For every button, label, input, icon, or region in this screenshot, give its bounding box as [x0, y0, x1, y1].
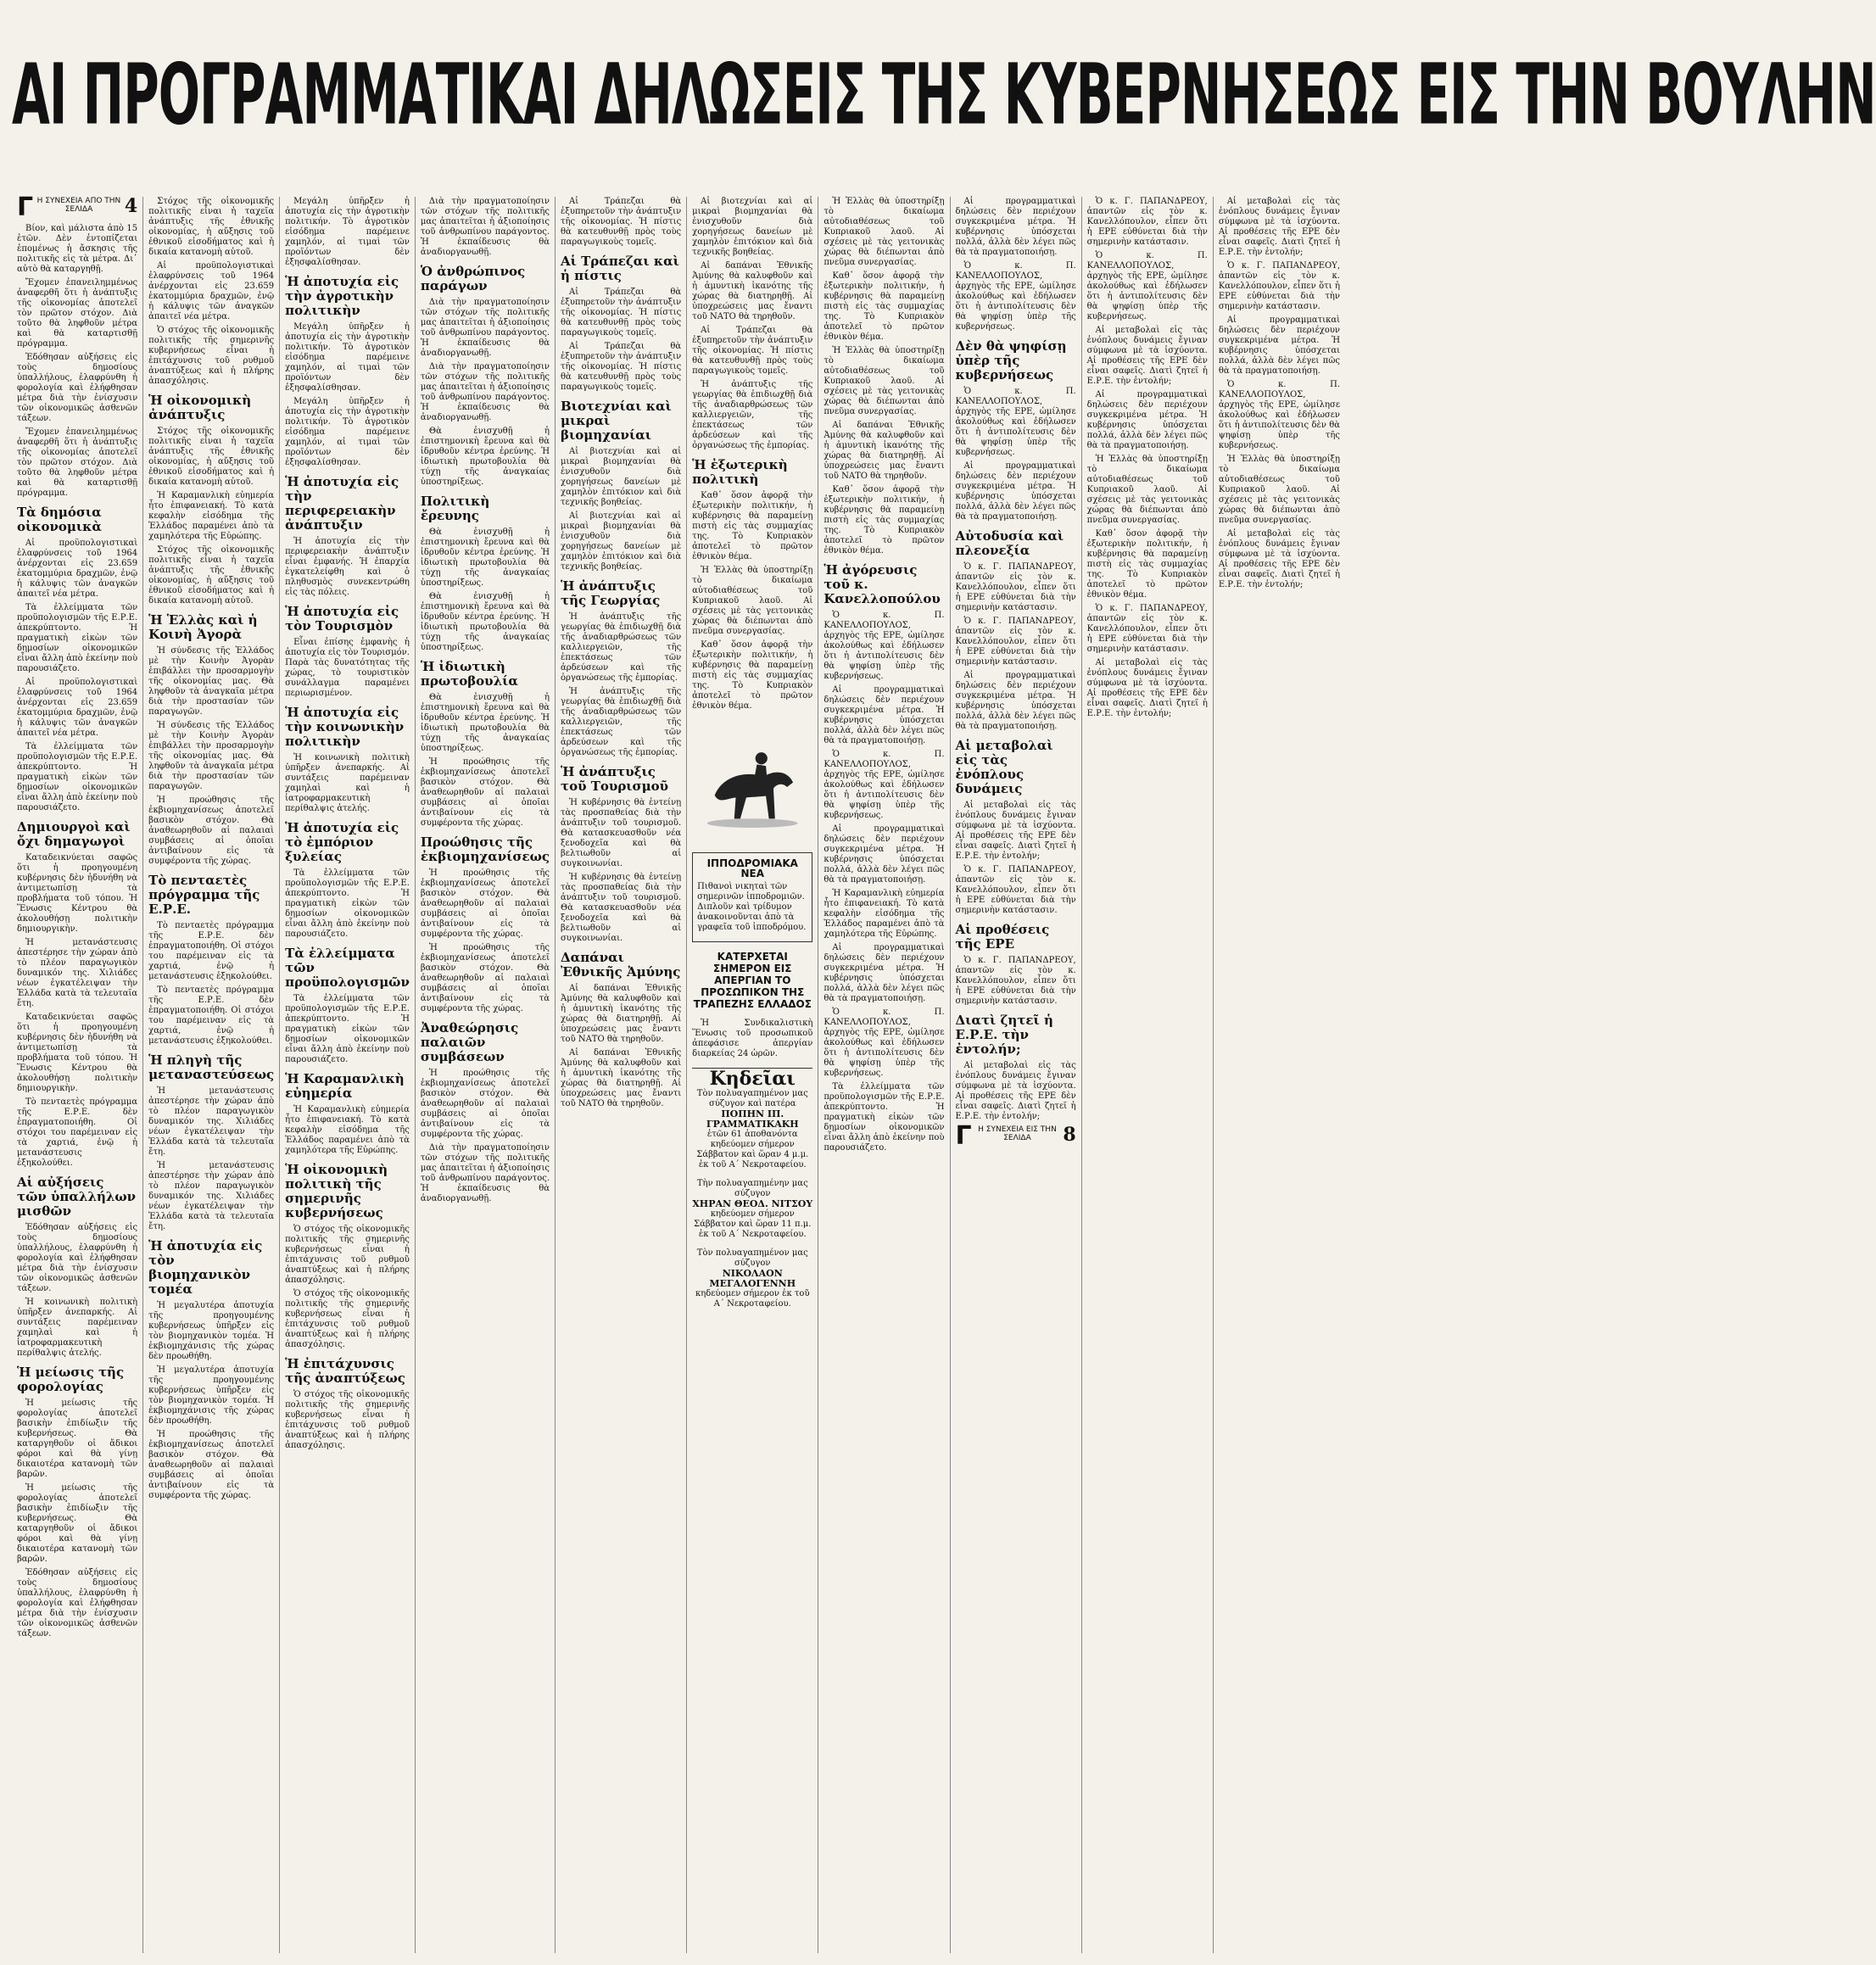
paragraph: Αἱ μεταβολαὶ εἰς τὰς ἐνόπλους δυνάμεις ἔγιναν σύμφωνα μὲ τὰ ἰσχύοντα. Αἱ προθέσεις τῆς ΕΡΕ δὲν εἶναι σαφεῖς. Διατὶ ζητεῖ ἡ Ε.Ρ.Ε. τὴν ἐντολήν; — [1218, 529, 1340, 589]
paragraph: Βίον, καὶ μάλιστα ἀπὸ 15 ἐτῶν. Δὲν ἐντοπίζεται ἐπομένως ἡ ἄσκησις τῆς πολιτικῆς εἰς τὰ μέτρα. Δι᾽ αὐτὸ θὰ καταργηθῇ. — [17, 224, 138, 274]
subheading: Προώθησις τῆς ἐκβιομηχανίσεως — [420, 835, 550, 864]
subheading: Ἡ ἀγόρευσις τοῦ κ. Κανελλοπούλου — [824, 562, 941, 606]
paragraph: Ἡ κυβέρνησις θὰ ἐντείνῃ τὰς προσπαθείας διὰ τὴν ἀνάπτυξιν τοῦ τουρισμοῦ. Θὰ κατασκευασθοῦν νέα ξενοδοχεῖα καὶ θὰ βελτιωθοῦν αἱ συγκοινωνίαι. — [561, 873, 682, 943]
paragraph: Ὁ κ. Γ. ΠΑΠΑΝΔΡΕΟΥ, ἀπαντῶν εἰς τὸν κ. Κανελλόπουλον, εἶπεν ὅτι ἡ ΕΡΕ εὐθύνεται διὰ τὴν σημερινὴν κατάστασιν. — [1086, 604, 1208, 654]
funeral-name: ΠΟΠΗΝ ΙΠ. ΓΡΑΜΜΑΤΙΚΑΚΗ — [706, 1108, 799, 1130]
bank-strike-banner: ΚΑΤΕΡΧΕΤΑΙ ΣΗΜΕΡΟΝ ΕΙΣ ΑΠΕΡΓΙΑΝ ΤΟ ΠΡΟΣΩΠΙΚΟΝ ΤΗΣ ΤΡΑΠΕΖΗΣ ΕΛΛΑΔΟΣ — [693, 951, 812, 1010]
paragraph: Ἡ προώθησις τῆς ἐκβιομηχανίσεως ἀποτελεῖ βασικὸν στόχον. Θὰ ἀναθεωρηθοῦν αἱ παλαιαὶ συμβάσεις αἱ ὁποῖαι ἀντιβαίνουν εἰς τὰ συμφέροντα τῆς χώρας. — [420, 757, 550, 828]
paragraph: Στόχος τῆς οἰκονομικῆς πολιτικῆς εἶναι ἡ ταχεῖα ἀνάπτυξις τῆς ἐθνικῆς οἰκονομίας, ἡ αὔξησις τοῦ ἐθνικοῦ εἰσοδήματος καὶ ἡ δικαία κατανομὴ αὐτοῦ. — [148, 545, 275, 606]
paragraph: Ὁ στόχος τῆς οἰκονομικῆς πολιτικῆς τῆς σημερινῆς κυβερνήσεως εἶναι ἡ ἐπιτάχυνσις τοῦ ρυθμοῦ ἀναπτύξεως καὶ ἡ πλήρης ἀπασχόλησις. — [148, 326, 275, 386]
paragraph: Αἱ δαπάναι Ἐθνικῆς Ἀμύνης θὰ καλυφθοῦν καὶ ἡ ἀμυντικὴ ἱκανότης τῆς χώρας θὰ διατηρηθῇ. Αἱ ὑποχρεώσεις μας ἔναντι τοῦ ΝΑΤΟ θὰ τηρηθοῦν. — [692, 261, 813, 321]
paragraph: Καθ᾽ ὅσον ἀφορᾷ τὴν ἐξωτερικὴν πολιτικήν, ἡ κυβέρνησις θὰ παραμείνῃ πιστὴ εἰς τὰς συμμαχίας της. Τὸ Κυπριακὸν ἀποτελεῖ τὸ πρῶτον ἐθνικὸν θέμα. — [824, 485, 945, 555]
paragraph: Αἱ βιοτεχνίαι καὶ αἱ μικραὶ βιομηχανίαι θὰ ἐνισχυθοῦν διὰ χορηγήσεως δανείων μὲ χαμηλὸν ἐπιτόκιον καὶ διὰ τεχνικῆς βοηθείας. — [561, 511, 682, 572]
subheading: Αὐτοδυσία καὶ πλεονεξία — [955, 528, 1064, 558]
paragraph: Καθ᾽ ὅσον ἀφορᾷ τὴν ἐξωτερικὴν πολιτικήν, ἡ κυβέρνησις θὰ παραμείνῃ πιστὴ εἰς τὰς συμμαχίας της. Τὸ Κυπριακὸν ἀποτελεῖ τὸ πρῶτον ἐθνικὸν θέμα. — [692, 491, 813, 561]
funeral-intro: Τὸν πολυαγαπημένον μας σύζυγον — [696, 1248, 808, 1268]
subheading: Ἡ Ἑλλὰς καὶ ἡ Κοινὴ Ἀγορὰ — [148, 612, 258, 642]
paragraph: Μεγάλη ὑπῆρξεν ἡ ἀποτυχία εἰς τὴν ἀγροτικὴν πολιτικήν. Τὸ ἀγροτικὸν εἰσόδημα παρέμεινε χαμηλόν, αἱ τιμαὶ τῶν προϊόντων δὲν ἐξησφαλίσθησαν. — [285, 322, 410, 393]
paragraph: Θὰ ἐνισχυθῇ ἡ ἐπιστημονικὴ ἔρευνα καὶ θὰ ἱδρυθοῦν κέντρα ἐρεύνης. Ἡ ἰδιωτικὴ πρωτοβουλία θὰ τύχῃ τῆς ἀναγκαίας ὑποστηρίξεως. — [420, 528, 550, 588]
funeral-text: κηδεύομεν σήμερον Σάββατον καὶ ὥραν 11 π.μ. ἐκ τοῦ Α΄ Νεκροταφείου. — [694, 1209, 812, 1239]
paragraph: Ἡ ἀνάπτυξις τῆς γεωργίας θὰ ἐπιδιωχθῇ διὰ τῆς ἀναδιαρθρώσεως τῶν καλλιεργειῶν, τῆς ἐπεκτάσεως τῶν ἀρδεύσεων καὶ τῆς ὀργανώσεως τῆς ἐμπορίας. — [561, 612, 682, 683]
column-9 — [1082, 197, 1214, 1953]
paragraph: Τὰ ἐλλείμματα τῶν προϋπολογισμῶν τῆς Ε.Ρ.Ε. ἀπεκρύπτοντο. Ἡ πραγματικὴ εἰκὼν τῶν δημοσίων οἰκονομικῶν εἶναι ἄλλη ἀπὸ ἐκείνην ποὺ παρουσιάζετο. — [17, 603, 138, 673]
paragraph: Ἡ προώθησις τῆς ἐκβιομηχανίσεως ἀποτελεῖ βασικὸν στόχον. Θὰ ἀναθεωρηθοῦν αἱ παλαιαὶ συμβάσεις αἱ ὁποῖαι ἀντιβαίνουν εἰς τὰ συμφέροντα τῆς χώρας. — [420, 868, 550, 939]
paragraph: Αἱ μεταβολαὶ εἰς τὰς ἐνόπλους δυνάμεις ἔγιναν σύμφωνα μὲ τὰ ἰσχύοντα. Αἱ προθέσεις τῆς ΕΡΕ δὲν εἶναι σαφεῖς. Διατὶ ζητεῖ ἡ Ε.Ρ.Ε. τὴν ἐντολήν; — [1086, 658, 1208, 718]
paragraph: Ἡ μείωσις τῆς φορολογίας ἀποτελεῖ βασικὴν ἐπιδίωξιν τῆς κυβερνήσεως. Θὰ καταργηθοῦν οἱ ἄδικοι φόροι καὶ θὰ γίνῃ δικαιοτέρα κατανομὴ τῶν βαρῶν. — [17, 1483, 138, 1564]
paragraph: Ὁ κ. Π. ΚΑΝΕΛΛΟΠΟΥΛΟΣ, ἀρχηγὸς τῆς ΕΡΕ, ὡμίλησε ἀκολούθως καὶ ἐδήλωσεν ὅτι ἡ ἀντιπολίτευσις δὲν θὰ ψηφίσῃ ὑπὲρ τῆς κυβερνήσεως. — [1218, 380, 1340, 450]
paragraph: Αἱ δαπάναι Ἐθνικῆς Ἀμύνης θὰ καλυφθοῦν καὶ ἡ ἀμυντικὴ ἱκανότης τῆς χώρας θὰ διατηρηθῇ. Αἱ ὑποχρεώσεις μας ἔναντι τοῦ ΝΑΤΟ θὰ τηρηθοῦν. — [561, 984, 682, 1044]
paragraph: Αἱ Τράπεζαι θὰ ἐξυπηρετοῦν τὴν ἀνάπτυξιν τῆς οἰκονομίας. Ἡ πίστις θὰ κατευθυνθῇ πρὸς τοὺς παραγωγικοὺς τομεῖς. — [692, 326, 813, 376]
paragraph: Θὰ ἐνισχυθῇ ἡ ἐπιστημονικὴ ἔρευνα καὶ θὰ ἱδρυθοῦν κέντρα ἐρεύνης. Ἡ ἰδιωτικὴ πρωτοβουλία θὰ τύχῃ τῆς ἀναγκαίας ὑποστηρίξεως. — [420, 592, 550, 652]
subheading: Ἀναθεώρησις παλαιῶν συμβάσεων — [420, 1020, 519, 1064]
subheading: Τὰ δημόσια οἰκονομικὰ — [17, 505, 102, 534]
paragraph: Αἱ δαπάναι Ἐθνικῆς Ἀμύνης θὰ καλυφθοῦν καὶ ἡ ἀμυντικὴ ἱκανότης τῆς χώρας θὰ διατηρηθῇ. Αἱ ὑποχρεώσεις μας ἔναντι τοῦ ΝΑΤΟ θὰ τηρηθοῦν. — [561, 1048, 682, 1108]
hippodrome-box — [692, 852, 812, 942]
subheading: Αἱ μεταβολαὶ εἰς τὰς ἐνόπλους δυνάμεις — [955, 738, 1053, 796]
paragraph: Αἱ προγραμματικαὶ δηλώσεις δὲν περιέχουν συγκεκριμένα μέτρα. Ἡ κυβέρνησις ὑπόσχεται πολλά, ἀλλὰ δὲν λέγει πῶς θὰ τὰ πραγματοποιήσῃ. — [824, 824, 945, 885]
subheading: Ἡ ἀνάπτυξις τῆς Γεωργίας — [561, 578, 661, 608]
hippodrome-title: ΙΠΠΟΔΡΟΜΙΑΚΑ ΝΕΑ — [706, 857, 798, 879]
subheading: Ἡ ἐπιτάχυνσις τῆς ἀναπτύξεως — [285, 1356, 405, 1386]
paragraph: Ἡ Καραμανλικὴ εὐημερία ἦτο ἐπιφανειακή. Τὸ κατὰ κεφαλὴν εἰσόδημα τῆς Ἑλλάδος παραμένει ἀπὸ τὰ χαμηλότερα τῆς Εὐρώπης. — [824, 889, 945, 939]
funeral-text: ἐτῶν 61 ἀποθανόντα κηδεύομεν σήμερον Σάββατον καὶ ὥραν 4 μ.μ. ἐκ τοῦ Α΄ Νεκροταφείου. — [696, 1130, 809, 1170]
paragraph: Ὁ κ. Γ. ΠΑΠΑΝΔΡΕΟΥ, ἀπαντῶν εἰς τὸν κ. Κανελλόπουλον, εἶπεν ὅτι ἡ ΕΡΕ εὐθύνεται διὰ τὴν σημερινὴν κατάστασιν. — [955, 617, 1076, 667]
paragraph: Τὰ ἐλλείμματα τῶν προϋπολογισμῶν τῆς Ε.Ρ.Ε. ἀπεκρύπτοντο. Ἡ πραγματικὴ εἰκὼν τῶν δημοσίων οἰκονομικῶν εἶναι ἄλλη ἀπὸ ἐκείνην ποὺ παρουσιάζετο. — [17, 742, 138, 812]
paragraph: Αἱ προγραμματικαὶ δηλώσεις δὲν περιέχουν συγκεκριμένα μέτρα. Ἡ κυβέρνησις ὑπόσχεται πολλά, ἀλλὰ δὲν λέγει πῶς θὰ τὰ πραγματοποιήσῃ. — [955, 461, 1076, 522]
subheading: Ἡ ἀποτυχία εἰς τὸν βιομηχανικὸν τομέα — [148, 1238, 263, 1297]
paragraph: Αἱ μεταβολαὶ εἰς τὰς ἐνόπλους δυνάμεις ἔγιναν σύμφωνα μὲ τὰ ἰσχύοντα. Αἱ προθέσεις τῆς ΕΡΕ δὲν εἶναι σαφεῖς. Διατὶ ζητεῖ ἡ Ε.Ρ.Ε. τὴν ἐντολήν; — [955, 801, 1076, 861]
paragraph: Εἶναι ἐπίσης ἐμφανὴς ἡ ἀποτυχία εἰς τὸν Τουρισμόν. Παρὰ τὰς δυνατότητας τῆς χώρας, τὸ τουριστικὸν συνάλλαγμα παραμένει περιωρισμένον. — [285, 638, 410, 698]
paragraph: Ἡ προώθησις τῆς ἐκβιομηχανίσεως ἀποτελεῖ βασικὸν στόχον. Θὰ ἀναθεωρηθοῦν αἱ παλαιαὶ συμβάσεις αἱ ὁποῖαι ἀντιβαίνουν εἰς τὰ συμφέροντα τῆς χώρας. — [420, 1069, 550, 1139]
paragraph: Αἱ προγραμματικαὶ δηλώσεις δὲν περιέχουν συγκεκριμένα μέτρα. Ἡ κυβέρνησις ὑπόσχεται πολλά, ἀλλὰ δὲν λέγει πῶς θὰ τὰ πραγματοποιήσῃ. — [955, 671, 1076, 731]
column-10 — [1214, 197, 1345, 1953]
paragraph: Ἡ Καραμανλικὴ εὐημερία ἦτο ἐπιφανειακή. Τὸ κατὰ κεφαλὴν εἰσόδημα τῆς Ἑλλάδος παραμένει ἀπὸ τὰ χαμηλότερα τῆς Εὐρώπης. — [148, 491, 275, 541]
paragraph: Ἡ προώθησις τῆς ἐκβιομηχανίσεως ἀποτελεῖ βασικὸν στόχον. Θὰ ἀναθεωρηθοῦν αἱ παλαιαὶ συμβάσεις αἱ ὁποῖαι ἀντιβαίνουν εἰς τὰ συμφέροντα τῆς χώρας. — [420, 943, 550, 1013]
subheading: Τὸ πενταετὲς πρόγραμμα τῆς Ε.Ρ.Ε. — [148, 873, 260, 917]
paragraph: Ἡ μεγαλυτέρα ἀποτυχία τῆς προηγουμένης κυβερνήσεως ὑπῆρξεν εἰς τὸν βιομηχανικὸν τομέα. Ἡ ἐκβιομηχάνισις τῆς χώρας δὲν προωθήθη. — [148, 1301, 275, 1361]
paragraph: Στόχος τῆς οἰκονομικῆς πολιτικῆς εἶναι ἡ ταχεῖα ἀνάπτυξις τῆς ἐθνικῆς οἰκονομίας, ἡ αὔξησις τοῦ ἐθνικοῦ εἰσοδήματος καὶ ἡ δικαία κατανομὴ αὐτοῦ. — [148, 427, 275, 487]
continued-to — [955, 1121, 1076, 1151]
paragraph: Τὸ πενταετὲς πρόγραμμα τῆς Ε.Ρ.Ε. δὲν ἐπραγματοποιήθη. Οἱ στόχοι του παρέμειναν εἰς τὰ χαρτιά, ἐνῷ ἡ μετανάστευσις ἐξηκολούθει. — [148, 921, 275, 981]
column-8 — [951, 197, 1082, 1953]
continued-from — [17, 193, 138, 222]
subheading: Ὁ ἀνθρώπινος παράγων — [420, 264, 526, 293]
paragraph: Ὁ κ. Γ. ΠΑΠΑΝΔΡΕΟΥ, ἀπαντῶν εἰς τὸν κ. Κανελλόπουλον, εἶπεν ὅτι ἡ ΕΡΕ εὐθύνεται διὰ τὴν σημερινὴν κατάστασιν. — [955, 956, 1076, 1006]
continued-letter: Γ — [17, 193, 34, 222]
paragraph: Αἱ μεταβολαὶ εἰς τὰς ἐνόπλους δυνάμεις ἔγιναν σύμφωνα μὲ τὰ ἰσχύοντα. Αἱ προθέσεις τῆς ΕΡΕ δὲν εἶναι σαφεῖς. Διατὶ ζητεῖ ἡ Ε.Ρ.Ε. τὴν ἐντολήν; — [955, 1061, 1076, 1121]
subheading: Ἡ Καραμανλικὴ εὐημερία — [285, 1071, 405, 1101]
paragraph: Ἡ σύνδεσις τῆς Ἑλλάδος μὲ τὴν Κοινὴν Ἀγορὰν ἐπιβάλλει τὴν προσαρμογὴν τῆς οἰκονομίας μας. Θὰ ληφθοῦν τὰ ἀναγκαῖα μέτρα διὰ τὴν προστασίαν τῶν παραγωγῶν. — [148, 721, 275, 791]
subheading: Ἡ ἀποτυχία εἰς τὸ ἐμπόριον ξυλείας — [285, 820, 399, 864]
paragraph: Ὁ κ. Π. ΚΑΝΕΛΛΟΠΟΥΛΟΣ, ἀρχηγὸς τῆς ΕΡΕ, ὡμίλησε ἀκολούθως καὶ ἐδήλωσεν ὅτι ἡ ἀντιπολίτευσις δὲν θὰ ψηφίσῃ ὑπὲρ τῆς κυβερνήσεως. — [955, 261, 1076, 332]
subheading: Ἡ οἰκονομικὴ πολιτικὴ τῆς σημερινῆς κυβερνήσεως — [285, 1162, 388, 1220]
headline: ΑΙ ΠΡΟΓΡΑΜΜΑΤΙΚΑΙ ΔΗΛΩΣΕΙΣ ΤΗΣ ΚΥΒΕΡΝΗΣΕΩΣ ΕΙΣ ΤΗΝ ΒΟΥΛΗΝ — [12, 45, 1876, 144]
paragraph: Ἡ Ἑλλὰς θὰ ὑποστηρίξῃ τὸ δικαίωμα αὐτοδιαθέσεως τοῦ Κυπριακοῦ λαοῦ. Αἱ σχέσεις μὲ τὰς γειτονικὰς χώρας θὰ διέπωνται ἀπὸ πνεῦμα συνεργασίας. — [692, 566, 813, 636]
continued-label: Η ΣΥΝΕΧΕΙΑ ΕΙΣ ΤΗΝ ΣΕΛΙΔΑ — [978, 1125, 1057, 1142]
paragraph: Ἡ ἀνάπτυξις τῆς γεωργίας θὰ ἐπιδιωχθῇ διὰ τῆς ἀναδιαρθρώσεως τῶν καλλιεργειῶν, τῆς ἐπεκτάσεως τῶν ἀρδεύσεων καὶ τῆς ὀργανώσεως τῆς ἐμπορίας. — [692, 380, 813, 450]
column-6 — [687, 197, 818, 1953]
paragraph: Ἐδόθησαν αὐξήσεις εἰς τοὺς δημοσίους ὑπαλλήλους, ἐλαφρύνθη ἡ φορολογία καὶ ἐλήφθησαν μέτρα διὰ τὴν ἐνίσχυσιν τῶν οἰκονομικῶς ἀσθενῶν τάξεων. — [17, 1223, 138, 1293]
funeral-text: κηδεύομεν σήμερον ἐκ τοῦ Α΄ Νεκροταφείου. — [695, 1289, 810, 1309]
paragraph: Ἡ ἀνάπτυξις τῆς γεωργίας θὰ ἐπιδιωχθῇ διὰ τῆς ἀναδιαρθρώσεως τῶν καλλιεργειῶν, τῆς ἐπεκτάσεως τῶν ἀρδεύσεων καὶ τῆς ὀργανώσεως τῆς ἐμπορίας. — [561, 687, 682, 757]
paragraph: Ἡ μείωσις τῆς φορολογίας ἀποτελεῖ βασικὴν ἐπιδίωξιν τῆς κυβερνήσεως. Θὰ καταργηθοῦν οἱ ἄδικοι φόροι καὶ θὰ γίνῃ δικαιοτέρα κατανομὴ τῶν βαρῶν. — [17, 1398, 138, 1479]
paragraph: Καθ᾽ ὅσον ἀφορᾷ τὴν ἐξωτερικὴν πολιτικήν, ἡ κυβέρνησις θὰ παραμείνῃ πιστὴ εἰς τὰς συμμαχίας της. Τὸ Κυπριακὸν ἀποτελεῖ τὸ πρῶτον ἐθνικὸν θέμα. — [824, 271, 945, 342]
paragraph: Ἡ μετανάστευσις ἀπεστέρησε τὴν χώραν ἀπὸ τὸ πλέον παραγωγικὸν δυναμικόν της. Χιλιάδες νέων ἐγκατέλειψαν τὴν Ἑλλάδα κατὰ τὰ τελευταῖα ἔτη. — [148, 1086, 275, 1157]
column-3 — [280, 197, 416, 1953]
subheading: Ἡ ἀποτυχία εἰς τὸν Τουρισμὸν — [285, 604, 399, 634]
subheading: Διατὶ ζητεῖ ἡ Ε.Ρ.Ε. τὴν ἐντολήν; — [955, 1013, 1053, 1057]
subheading: Ἡ ἐξωτερικὴ πολιτικὴ — [692, 457, 788, 487]
paragraph: Ἡ κοινωνικὴ πολιτικὴ ὑπῆρξεν ἀνεπαρκής. Αἱ συντάξεις παρέμειναν χαμηλαὶ καὶ ἡ ἰατροφαρμακευτικὴ περίθαλψις ἀτελής. — [17, 1298, 138, 1358]
paragraph: Ἡ μετανάστευσις ἀπεστέρησε τὴν χώραν ἀπὸ τὸ πλέον παραγωγικὸν δυναμικόν της. Χιλιάδες νέων ἐγκατέλειψαν τὴν Ἑλλάδα κατὰ τὰ τελευταῖα ἔτη. — [17, 938, 138, 1008]
paragraph: Αἱ προϋπολογιστικαὶ ἐλαφρύνσεις τοῦ 1964 ἀνέρχονται εἰς 23.659 ἑκατομμύρια δραχμῶν, ἐνῷ ἡ κάλυψις τῶν ἀναγκῶν ἀπαιτεῖ νέα μέτρα. — [148, 261, 275, 321]
subheading: Ἡ ἀνάπτυξις τοῦ Τουρισμοῦ — [561, 764, 669, 794]
funeral-intro: Τὸν πολυαγαπημένον μας σύζυγον καὶ πατέρα — [696, 1089, 808, 1108]
paragraph: Αἱ προγραμματικαὶ δηλώσεις δὲν περιέχουν συγκεκριμένα μέτρα. Ἡ κυβέρνησις ὑπόσχεται πολλά, ἀλλὰ δὲν λέγει πῶς θὰ τὰ πραγματοποιήσῃ. — [955, 197, 1076, 257]
paragraph: Τὰ ἐλλείμματα τῶν προϋπολογισμῶν τῆς Ε.Ρ.Ε. ἀπεκρύπτοντο. Ἡ πραγματικὴ εἰκὼν τῶν δημοσίων οἰκονομικῶν εἶναι ἄλλη ἀπὸ ἐκείνην ποὺ παρουσιάζετο. — [285, 868, 410, 939]
paragraph: Ὁ στόχος τῆς οἰκονομικῆς πολιτικῆς τῆς σημερινῆς κυβερνήσεως εἶναι ἡ ἐπιτάχυνσις τοῦ ρυθμοῦ ἀναπτύξεως καὶ ἡ πλήρης ἀπασχόλησις. — [285, 1289, 410, 1349]
subheading: Αἱ Τράπεζαι καὶ ἡ πίστις — [561, 254, 679, 283]
funeral-intro: Τὴν πολυαγαπημένην μας σύζυγον — [696, 1179, 808, 1198]
paragraph: Αἱ προγραμματικαὶ δηλώσεις δὲν περιέχουν συγκεκριμένα μέτρα. Ἡ κυβέρνησις ὑπόσχεται πολλά, ἀλλὰ δὲν λέγει πῶς θὰ τὰ πραγματοποιήσῃ. — [1086, 390, 1208, 450]
paragraph: Ἡ σύνδεσις τῆς Ἑλλάδος μὲ τὴν Κοινὴν Ἀγορὰν ἐπιβάλλει τὴν προσαρμογὴν τῆς οἰκονομίας μας. Θὰ ληφθοῦν τὰ ἀναγκαῖα μέτρα διὰ τὴν προστασίαν τῶν παραγωγῶν. — [148, 646, 275, 717]
paragraph: Ἡ Ἑλλὰς θὰ ὑποστηρίξῃ τὸ δικαίωμα αὐτοδιαθέσεως τοῦ Κυπριακοῦ λαοῦ. Αἱ σχέσεις μὲ τὰς γειτονικὰς χώρας θὰ διέπωνται ἀπὸ πνεῦμα συνεργασίας. — [824, 346, 945, 416]
paragraph: Αἱ Τράπεζαι θὰ ἐξυπηρετοῦν τὴν ἀνάπτυξιν τῆς οἰκονομίας. Ἡ πίστις θὰ κατευθυνθῇ πρὸς τοὺς παραγωγικοὺς τομεῖς. — [561, 197, 682, 247]
paragraph: Αἱ βιοτεχνίαι καὶ αἱ μικραὶ βιομηχανίαι θὰ ἐνισχυθοῦν διὰ χορηγήσεως δανείων μὲ χαμηλὸν ἐπιτόκιον καὶ διὰ τεχνικῆς βοηθείας. — [692, 197, 813, 257]
paragraph: Ἡ προώθησις τῆς ἐκβιομηχανίσεως ἀποτελεῖ βασικὸν στόχον. Θὰ ἀναθεωρηθοῦν αἱ παλαιαὶ συμβάσεις αἱ ὁποῖαι ἀντιβαίνουν εἰς τὰ συμφέροντα τῆς χώρας. — [148, 1430, 275, 1500]
paragraph: Ἐδόθησαν αὐξήσεις εἰς τοὺς δημοσίους ὑπαλλήλους, ἐλαφρύνθη ἡ φορολογία καὶ ἐλήφθησαν μέτρα διὰ τὴν ἐνίσχυσιν τῶν οἰκονομικῶς ἀσθενῶν τάξεων. — [17, 1568, 138, 1638]
paragraph: Ὁ κ. Π. ΚΑΝΕΛΛΟΠΟΥΛΟΣ, ἀρχηγὸς τῆς ΕΡΕ, ὡμίλησε ἀκολούθως καὶ ἐδήλωσεν ὅτι ἡ ἀντιπολίτευσις δὲν θὰ ψηφίσῃ ὑπὲρ τῆς κυβερνήσεως. — [824, 611, 945, 681]
paragraph: Αἱ μεταβολαὶ εἰς τὰς ἐνόπλους δυνάμεις ἔγιναν σύμφωνα μὲ τὰ ἰσχύοντα. Αἱ προθέσεις τῆς ΕΡΕ δὲν εἶναι σαφεῖς. Διατὶ ζητεῖ ἡ Ε.Ρ.Ε. τὴν ἐντολήν; — [1086, 326, 1208, 386]
subheading: Δὲν θὰ ψηφίσῃ ὑπὲρ τῆς κυβερνήσεως — [955, 338, 1067, 382]
subheading: Ἡ πληγὴ τῆς μεταναστεύσεως — [148, 1052, 275, 1082]
paragraph: Ὁ κ. Γ. ΠΑΠΑΝΔΡΕΟΥ, ἀπαντῶν εἰς τὸν κ. Κανελλόπουλον, εἶπεν ὅτι ἡ ΕΡΕ εὐθύνεται διὰ τὴν σημερινὴν κατάστασιν. — [955, 865, 1076, 915]
paragraph: Ἡ Ἑλλὰς θὰ ὑποστηρίξῃ τὸ δικαίωμα αὐτοδιαθέσεως τοῦ Κυπριακοῦ λαοῦ. Αἱ σχέσεις μὲ τὰς γειτονικὰς χώρας θὰ διέπωνται ἀπὸ πνεῦμα συνεργασίας. — [1086, 455, 1208, 525]
paragraph: Ὁ κ. Γ. ΠΑΠΑΝΔΡΕΟΥ, ἀπαντῶν εἰς τὸν κ. Κανελλόπουλον, εἶπεν ὅτι ἡ ΕΡΕ εὐθύνεται διὰ τὴν σημερινὴν κατάστασιν. — [955, 562, 1076, 612]
paragraph: Αἱ προγραμματικαὶ δηλώσεις δὲν περιέχουν συγκεκριμένα μέτρα. Ἡ κυβέρνησις ὑπόσχεται πολλά, ἀλλὰ δὲν λέγει πῶς θὰ τὰ πραγματοποιήσῃ. — [824, 943, 945, 1003]
funeral-announcement — [692, 1248, 812, 1309]
paragraph: Ἡ Καραμανλικὴ εὐημερία ἦτο ἐπιφανειακή. Τὸ κατὰ κεφαλὴν εἰσόδημα τῆς Ἑλλάδος παραμένει ἀπὸ τὰ χαμηλότερα τῆς Εὐρώπης. — [285, 1105, 410, 1155]
paragraph: Ὁ κ. Π. ΚΑΝΕΛΛΟΠΟΥΛΟΣ, ἀρχηγὸς τῆς ΕΡΕ, ὡμίλησε ἀκολούθως καὶ ἐδήλωσεν ὅτι ἡ ἀντιπολίτευσις δὲν θὰ ψηφίσῃ ὑπὲρ τῆς κυβερνήσεως. — [955, 387, 1076, 457]
paragraph: Μεγάλη ὑπῆρξεν ἡ ἀποτυχία εἰς τὴν ἀγροτικὴν πολιτικήν. Τὸ ἀγροτικὸν εἰσόδημα παρέμεινε χαμηλόν, αἱ τιμαὶ τῶν προϊόντων δὲν ἐξησφαλίσθησαν. — [285, 397, 410, 467]
paragraph: Μεγάλη ὑπῆρξεν ἡ ἀποτυχία εἰς τὴν ἀγροτικὴν πολιτικήν. Τὸ ἀγροτικὸν εἰσόδημα παρέμεινε χαμηλόν, αἱ τιμαὶ τῶν προϊόντων δὲν ἐξησφαλίσθησαν. — [285, 197, 410, 267]
subheading: Πολιτικὴ ἔρευνης — [420, 494, 490, 523]
article-columns — [12, 193, 1345, 1953]
column-1 — [12, 193, 143, 1953]
continued-page: 8 — [1063, 1124, 1076, 1146]
subheading: Ἡ ἀποτυχία εἰς τὴν κοινωνικὴν πολιτικὴν — [285, 705, 405, 749]
paragraph: Στόχος τῆς οἰκονομικῆς πολιτικῆς εἶναι ἡ ταχεῖα ἀνάπτυξις τῆς ἐθνικῆς οἰκονομίας, ἡ αὔξησις τοῦ ἐθνικοῦ εἰσοδήματος καὶ ἡ δικαία κατανομὴ αὐτοῦ. — [148, 197, 275, 257]
paragraph: Ὁ στόχος τῆς οἰκονομικῆς πολιτικῆς τῆς σημερινῆς κυβερνήσεως εἶναι ἡ ἐπιτάχυνσις τοῦ ρυθμοῦ ἀναπτύξεως καὶ ἡ πλήρης ἀπασχόλησις. — [285, 1390, 410, 1450]
column-7 — [818, 197, 950, 1953]
column-5 — [556, 197, 687, 1953]
subheading: Δαπάναι Ἐθνικῆς Ἀμύνης — [561, 950, 681, 980]
paragraph: Διὰ τὴν πραγματοποίησιν τῶν στόχων τῆς πολιτικῆς μας ἀπαιτεῖται ἡ ἀξιοποίησις τοῦ ἀνθρωπίνου παράγοντος. Ἡ ἐκπαίδευσις θὰ ἀναδιοργανωθῇ. — [420, 362, 550, 422]
subheading: Ἡ ἀποτυχία εἰς τὴν περιφερειακὴν ἀνάπτυξιν — [285, 474, 399, 533]
paragraph: Ἡ Ἑλλὰς θὰ ὑποστηρίξῃ τὸ δικαίωμα αὐτοδιαθέσεως τοῦ Κυπριακοῦ λαοῦ. Αἱ σχέσεις μὲ τὰς γειτονικὰς χώρας θὰ διέπωνται ἀπὸ πνεῦμα συνεργασίας. — [824, 197, 945, 267]
subheading: Ἡ ἀποτυχία εἰς τὴν ἀγροτικὴν πολιτικὴν — [285, 274, 399, 318]
paragraph: Ὁ κ. Π. ΚΑΝΕΛΛΟΠΟΥΛΟΣ, ἀρχηγὸς τῆς ΕΡΕ, ὡμίλησε ἀκολούθως καὶ ἐδήλωσεν ὅτι ἡ ἀντιπολίτευσις δὲν θὰ ψηφίσῃ ὑπὲρ τῆς κυβερνήσεως. — [1086, 251, 1208, 321]
paragraph: Αἱ προγραμματικαὶ δηλώσεις δὲν περιέχουν συγκεκριμένα μέτρα. Ἡ κυβέρνησις ὑπόσχεται πολλά, ἀλλὰ δὲν λέγει πῶς θὰ τὰ πραγματοποιήσῃ. — [1218, 315, 1340, 376]
funeral-announcement — [692, 1179, 812, 1240]
hippodrome-text: Πιθανοὶ νικηταὶ τῶν σημερινῶν ἱπποδρομιῶν. Διπλοῦν καὶ τρίδυμον ἀνακοινοῦνται ἀπὸ τὰ γραφεῖα τοῦ ἱπποδρόμου. — [697, 882, 807, 932]
paragraph: Αἱ μεταβολαὶ εἰς τὰς ἐνόπλους δυνάμεις ἔγιναν σύμφωνα μὲ τὰ ἰσχύοντα. Αἱ προθέσεις τῆς ΕΡΕ δὲν εἶναι σαφεῖς. Διατὶ ζητεῖ ἡ Ε.Ρ.Ε. τὴν ἐντολήν; — [1218, 197, 1340, 257]
paragraph: Διὰ τὴν πραγματοποίησιν τῶν στόχων τῆς πολιτικῆς μας ἀπαιτεῖται ἡ ἀξιοποίησις τοῦ ἀνθρωπίνου παράγοντος. Ἡ ἐκπαίδευσις θὰ ἀναδιοργανωθῇ. — [420, 1143, 550, 1203]
paragraph: Αἱ Τράπεζαι θὰ ἐξυπηρετοῦν τὴν ἀνάπτυξιν τῆς οἰκονομίας. Ἡ πίστις θὰ κατευθυνθῇ πρὸς τοὺς παραγωγικοὺς τομεῖς. — [561, 287, 682, 338]
paragraph: Ἐδόθησαν αὐξήσεις εἰς τοὺς δημοσίους ὑπαλλήλους, ἐλαφρύνθη ἡ φορολογία καὶ ἐλήφθησαν μέτρα διὰ τὴν ἐνίσχυσιν τῶν οἰκονομικῶς ἀσθενῶν τάξεων. — [17, 353, 138, 423]
paragraph: Αἱ προϋπολογιστικαὶ ἐλαφρύνσεις τοῦ 1964 ἀνέρχονται εἰς 23.659 ἑκατομμύρια δραχμῶν, ἐνῷ ἡ κάλυψις τῶν ἀναγκῶν ἀπαιτεῖ νέα μέτρα. — [17, 539, 138, 599]
paragraph: Θὰ ἐνισχυθῇ ἡ ἐπιστημονικὴ ἔρευνα καὶ θὰ ἱδρυθοῦν κέντρα ἐρεύνης. Ἡ ἰδιωτικὴ πρωτοβουλία θὰ τύχῃ τῆς ἀναγκαίας ὑποστηρίξεως. — [420, 427, 550, 487]
funeral-name: ΧΗΡΑΝ ΘΕΟΔ. ΝΙΤΣΟΥ — [692, 1198, 813, 1209]
paragraph: Ἡ προώθησις τῆς ἐκβιομηχανίσεως ἀποτελεῖ βασικὸν στόχον. Θὰ ἀναθεωρηθοῦν αἱ παλαιαὶ συμβάσεις αἱ ὁποῖαι ἀντιβαίνουν εἰς τὰ συμφέροντα τῆς χώρας. — [148, 795, 275, 866]
paragraph: Ὁ στόχος τῆς οἰκονομικῆς πολιτικῆς τῆς σημερινῆς κυβερνήσεως εἶναι ἡ ἐπιτάχυνσις τοῦ ρυθμοῦ ἀναπτύξεως καὶ ἡ πλήρης ἀπασχόλησις. — [285, 1225, 410, 1285]
continued-letter: Γ — [955, 1121, 972, 1151]
funerals-title: Κηδεῖαι — [692, 1068, 812, 1084]
column-4 — [416, 197, 556, 1953]
paragraph: Αἱ δαπάναι Ἐθνικῆς Ἀμύνης θὰ καλυφθοῦν καὶ ἡ ἀμυντικὴ ἱκανότης τῆς χώρας θὰ διατηρηθῇ. Αἱ ὑποχρεώσεις μας ἔναντι τοῦ ΝΑΤΟ θὰ τηρηθοῦν. — [824, 421, 945, 481]
subheading: Αἱ αὐξήσεις τῶν ὑπαλλήλων μισθῶν — [17, 1175, 137, 1219]
subheading: Ἡ ἰδιωτικὴ πρωτοβουλία — [420, 659, 518, 689]
subheading: Αἱ προθέσεις τῆς ΕΡΕ — [955, 922, 1050, 952]
hippodrome-illustration-icon — [692, 717, 812, 844]
paragraph: Τὸ πενταετὲς πρόγραμμα τῆς Ε.Ρ.Ε. δὲν ἐπραγματοποιήθη. Οἱ στόχοι του παρέμειναν εἰς τὰ χαρτιά, ἐνῷ ἡ μετανάστευσις ἐξηκολούθει. — [148, 985, 275, 1046]
subheading: Τὰ ἐλλείμματα τῶν προϋπολογισμῶν — [285, 946, 410, 990]
bank-strike-text: Ἡ Συνδικαλιστικὴ Ἕνωσις τοῦ προσωπικοῦ ἀπεφάσισε ἀπεργίαν διαρκείας 24 ὡρῶν. — [692, 1019, 813, 1058]
paragraph: Αἱ προγραμματικαὶ δηλώσεις δὲν περιέχουν συγκεκριμένα μέτρα. Ἡ κυβέρνησις ὑπόσχεται πολλά, ἀλλὰ δὲν λέγει πῶς θὰ τὰ πραγματοποιήσῃ. — [824, 685, 945, 745]
paragraph: Ἡ ἀποτυχία εἰς τὴν περιφερειακὴν ἀνάπτυξιν εἶναι ἐμφανής. Ἡ ἐπαρχία ἐγκατελείφθη καὶ ὁ πληθυσμὸς συνεκεντρώθη εἰς τὰς πόλεις. — [285, 537, 410, 597]
paragraph: Καταδεικνύεται σαφῶς ὅτι ἡ προηγουμένη κυβέρνησις δὲν ἠδυνήθη νὰ ἀντιμετωπίσῃ τὰ προβλήματα τοῦ τόπου. Ἡ Ἕνωσις Κέντρου θὰ ἀκολουθήσῃ πολιτικὴν δημιουργικὴν. — [17, 853, 138, 934]
paragraph: Ἔχομεν ἐπανειλημμένως ἀναφερθῆ ὅτι ἡ ἀνάπτυξις τῆς οἰκονομίας ἀποτελεῖ τὸν πρῶτον στόχον. Διὰ τοῦτο θὰ ληφθοῦν μέτρα καὶ θὰ καταρτισθῇ πρόγραμμα. — [17, 427, 138, 498]
paragraph: Ὁ κ. Γ. ΠΑΠΑΝΔΡΕΟΥ, ἀπαντῶν εἰς τὸν κ. Κανελλόπουλον, εἶπεν ὅτι ἡ ΕΡΕ εὐθύνεται διὰ τὴν σημερινὴν κατάστασιν. — [1086, 197, 1208, 247]
subheading: Ἡ οἰκονομικὴ ἀνάπτυξις — [148, 393, 252, 422]
column-2 — [143, 197, 280, 1953]
paragraph: Ἡ μεγαλυτέρα ἀποτυχία τῆς προηγουμένης κυβερνήσεως ὑπῆρξεν εἰς τὸν βιομηχανικὸν τομέα. Ἡ ἐκβιομηχάνισις τῆς χώρας δὲν προωθήθη. — [148, 1365, 275, 1426]
paragraph: Ἔχομεν ἐπανειλημμένως ἀναφερθῆ ὅτι ἡ ἀνάπτυξις τῆς οἰκονομίας ἀποτελεῖ τὸν πρῶτον στόχον. Διὰ τοῦτο θὰ ληφθοῦν μέτρα καὶ θὰ καταρτισθῇ πρόγραμμα. — [17, 278, 138, 349]
paragraph: Ὁ κ. Π. ΚΑΝΕΛΛΟΠΟΥΛΟΣ, ἀρχηγὸς τῆς ΕΡΕ, ὡμίλησε ἀκολούθως καὶ ἐδήλωσεν ὅτι ἡ ἀντιπολίτευσις δὲν θὰ ψηφίσῃ ὑπὲρ τῆς κυβερνήσεως. — [824, 750, 945, 820]
paragraph: Καταδεικνύεται σαφῶς ὅτι ἡ προηγουμένη κυβέρνησις δὲν ἠδυνήθη νὰ ἀντιμετωπίσῃ τὰ προβλήματα τοῦ τόπου. Ἡ Ἕνωσις Κέντρου θὰ ἀκολουθήσῃ πολιτικὴν δημιουργικὴν. — [17, 1013, 138, 1093]
paragraph: Τὸ πενταετὲς πρόγραμμα τῆς Ε.Ρ.Ε. δὲν ἐπραγματοποιήθη. Οἱ στόχοι του παρέμειναν εἰς τὰ χαρτιά, ἐνῷ ἡ μετανάστευσις ἐξηκολούθει. — [17, 1097, 138, 1168]
paragraph: Τὰ ἐλλείμματα τῶν προϋπολογισμῶν τῆς Ε.Ρ.Ε. ἀπεκρύπτοντο. Ἡ πραγματικὴ εἰκὼν τῶν δημοσίων οἰκονομικῶν εἶναι ἄλλη ἀπὸ ἐκείνην ποὺ παρουσιάζετο. — [285, 994, 410, 1064]
paragraph: Ὁ κ. Π. ΚΑΝΕΛΛΟΠΟΥΛΟΣ, ἀρχηγὸς τῆς ΕΡΕ, ὡμίλησε ἀκολούθως καὶ ἐδήλωσεν ὅτι ἡ ἀντιπολίτευσις δὲν θὰ ψηφίσῃ ὑπὲρ τῆς κυβερνήσεως. — [824, 1008, 945, 1078]
subheading: Ἡ μείωσις τῆς φορολογίας — [17, 1365, 125, 1394]
paragraph: Ἡ μετανάστευσις ἀπεστέρησε τὴν χώραν ἀπὸ τὸ πλέον παραγωγικὸν δυναμικόν της. Χιλιάδες νέων ἐγκατέλειψαν τὴν Ἑλλάδα κατὰ τὰ τελευταῖα ἔτη. — [148, 1161, 275, 1231]
paragraph: Ὁ κ. Γ. ΠΑΠΑΝΔΡΕΟΥ, ἀπαντῶν εἰς τὸν κ. Κανελλόπουλον, εἶπεν ὅτι ἡ ΕΡΕ εὐθύνεται διὰ τὴν σημερινὴν κατάστασιν. — [1218, 261, 1340, 311]
funeral-name: ΝΙΚΟΛΑΟΝ ΜΕΓΑΛΟΓΕΝΝΗ — [709, 1268, 796, 1289]
paragraph: Αἱ Τράπεζαι θὰ ἐξυπηρετοῦν τὴν ἀνάπτυξιν τῆς οἰκονομίας. Ἡ πίστις θὰ κατευθυνθῇ πρὸς τοὺς παραγωγικοὺς τομεῖς. — [561, 342, 682, 392]
funeral-announcement — [692, 1089, 812, 1170]
paragraph: Διὰ τὴν πραγματοποίησιν τῶν στόχων τῆς πολιτικῆς μας ἀπαιτεῖται ἡ ἀξιοποίησις τοῦ ἀνθρωπίνου παράγοντος. Ἡ ἐκπαίδευσις θὰ ἀναδιοργανωθῇ. — [420, 298, 550, 358]
paragraph: Αἱ προϋπολογιστικαὶ ἐλαφρύνσεις τοῦ 1964 ἀνέρχονται εἰς 23.659 ἑκατομμύρια δραχμῶν, ἐνῷ ἡ κάλυψις τῶν ἀναγκῶν ἀπαιτεῖ νέα μέτρα. — [17, 678, 138, 738]
paragraph: Διὰ τὴν πραγματοποίησιν τῶν στόχων τῆς πολιτικῆς μας ἀπαιτεῖται ἡ ἀξιοποίησις τοῦ ἀνθρωπίνου παράγοντος. Ἡ ἐκπαίδευσις θὰ ἀναδιοργανωθῇ. — [420, 197, 550, 257]
paragraph: Ἡ κοινωνικὴ πολιτικὴ ὑπῆρξεν ἀνεπαρκής. Αἱ συντάξεις παρέμειναν χαμηλαὶ καὶ ἡ ἰατροφαρμακευτικὴ περίθαλψις ἀτελής. — [285, 753, 410, 813]
paragraph: Καθ᾽ ὅσον ἀφορᾷ τὴν ἐξωτερικὴν πολιτικήν, ἡ κυβέρνησις θὰ παραμείνῃ πιστὴ εἰς τὰς συμμαχίας της. Τὸ Κυπριακὸν ἀποτελεῖ τὸ πρῶτον ἐθνικὸν θέμα. — [1086, 529, 1208, 600]
subheading: Βιοτεχνίαι καὶ μικραὶ βιομηχανίαι — [561, 399, 672, 443]
paragraph: Τὰ ἐλλείμματα τῶν προϋπολογισμῶν τῆς Ε.Ρ.Ε. ἀπεκρύπτοντο. Ἡ πραγματικὴ εἰκὼν τῶν δημοσίων οἰκονομικῶν εἶναι ἄλλη ἀπὸ ἐκείνην ποὺ παρουσιάζετο. — [824, 1082, 945, 1153]
paragraph: Ἡ Ἑλλὰς θὰ ὑποστηρίξῃ τὸ δικαίωμα αὐτοδιαθέσεως τοῦ Κυπριακοῦ λαοῦ. Αἱ σχέσεις μὲ τὰς γειτονικὰς χώρας θὰ διέπωνται ἀπὸ πνεῦμα συνεργασίας. — [1218, 455, 1340, 525]
paragraph: Θὰ ἐνισχυθῇ ἡ ἐπιστημονικὴ ἔρευνα καὶ θὰ ἱδρυθοῦν κέντρα ἐρεύνης. Ἡ ἰδιωτικὴ πρωτοβουλία θὰ τύχῃ τῆς ἀναγκαίας ὑποστηρίξεως. — [420, 693, 550, 753]
continued-label: Η ΣΥΝΕΧΕΙΑ ΑΠΟ ΤΗΝ ΣΕΛΙΔΑ — [36, 197, 121, 214]
subheading: Δημιουργοὶ καὶ ὄχι δημαγωγοὶ — [17, 819, 131, 849]
paragraph: Καθ᾽ ὅσον ἀφορᾷ τὴν ἐξωτερικὴν πολιτικήν, ἡ κυβέρνησις θὰ παραμείνῃ πιστὴ εἰς τὰς συμμαχίας της. Τὸ Κυπριακὸν ἀποτελεῖ τὸ πρῶτον ἐθνικὸν θέμα. — [692, 640, 813, 711]
continued-page: 4 — [124, 195, 138, 217]
paragraph: Ἡ κυβέρνησις θὰ ἐντείνῃ τὰς προσπαθείας διὰ τὴν ἀνάπτυξιν τοῦ τουρισμοῦ. Θὰ κατασκευασθοῦν νέα ξενοδοχεῖα καὶ θὰ βελτιωθοῦν αἱ συγκοινωνίαι. — [561, 798, 682, 868]
paragraph: Αἱ βιοτεχνίαι καὶ αἱ μικραὶ βιομηχανίαι θὰ ἐνισχυθοῦν διὰ χορηγήσεως δανείων μὲ χαμηλὸν ἐπιτόκιον καὶ διὰ τεχνικῆς βοηθείας. — [561, 447, 682, 507]
